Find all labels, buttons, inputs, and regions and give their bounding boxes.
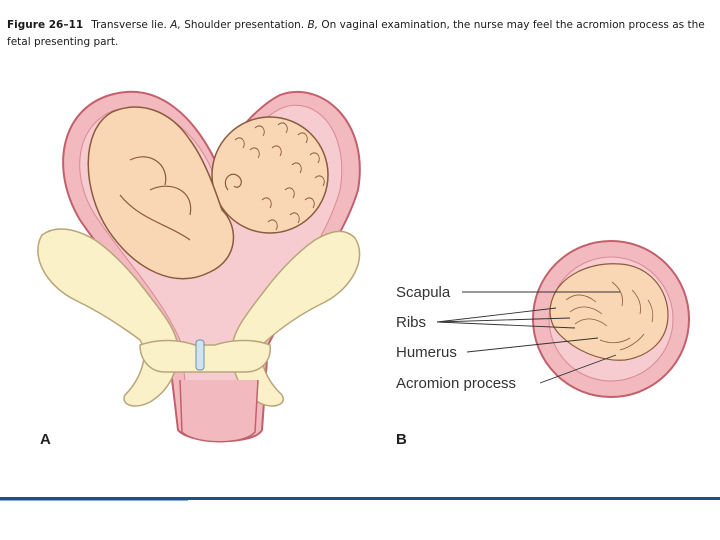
caption-lead: Transverse lie. — [91, 19, 171, 31]
callout-acromion-process: Acromion process — [396, 375, 517, 392]
panel-a-label: A — [40, 431, 51, 448]
cervix-vagina — [180, 380, 258, 442]
callout-scapula: Scapula — [396, 284, 451, 301]
pelvis-pubis — [140, 340, 270, 372]
callout-ribs: Ribs — [396, 314, 427, 331]
footer-rule-accent — [0, 500, 188, 501]
caption-text-a: Shoulder presentation. — [180, 19, 308, 31]
figure-number: Figure 26–11 — [7, 19, 84, 31]
panel-a-illustration — [38, 92, 360, 442]
caption-label-b: B, — [307, 19, 319, 31]
panel-b-illustration — [396, 241, 689, 397]
caption-text-b: On vaginal examination, the nurse may feel the acromion process as the fetal presenting part. — [7, 19, 705, 48]
callout-humerus: Humerus — [396, 344, 457, 361]
caption-label-a: A, — [170, 19, 181, 31]
panel-b-label: B — [396, 431, 407, 448]
pubic-symphysis — [196, 340, 204, 370]
